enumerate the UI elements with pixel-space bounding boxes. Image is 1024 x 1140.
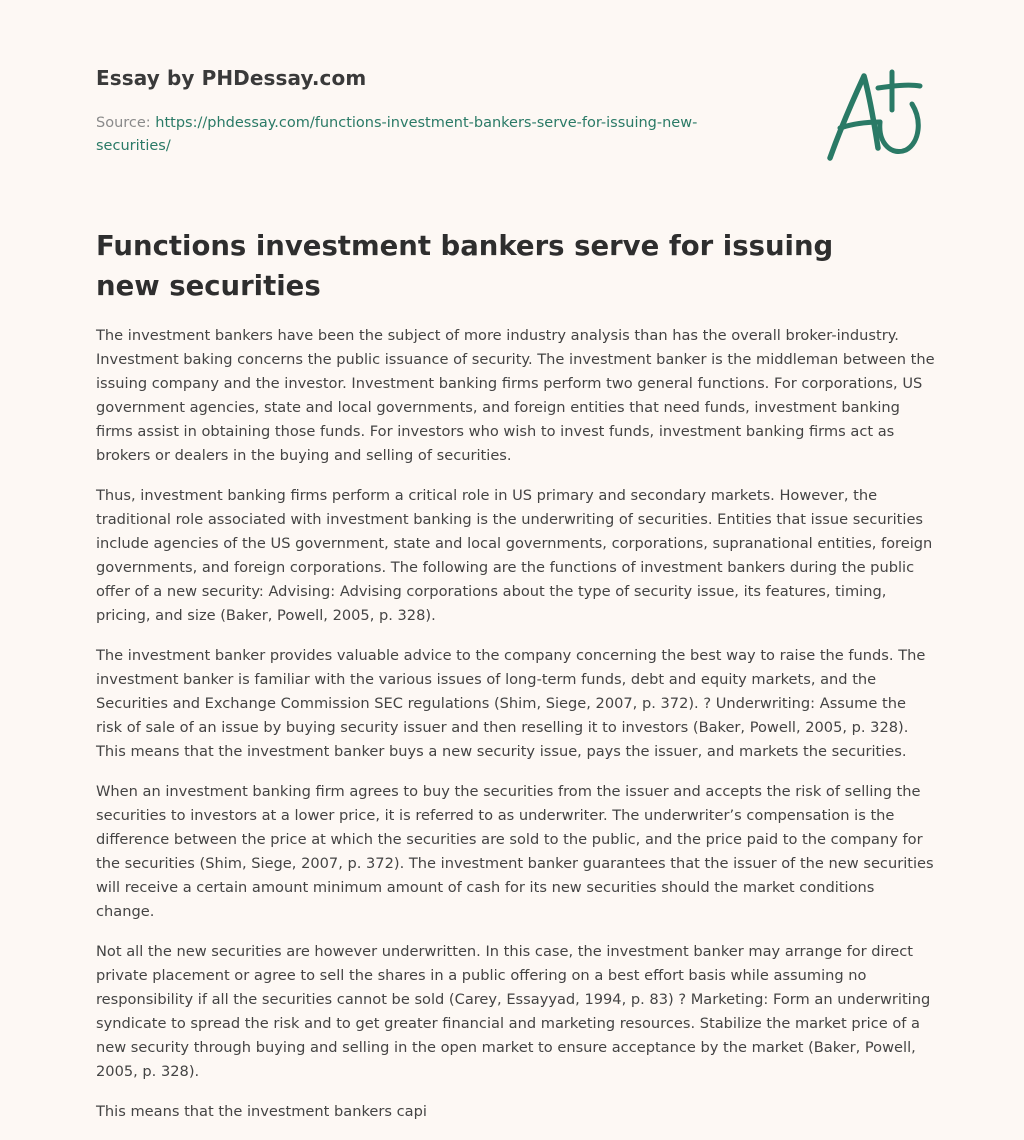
article-paragraph: The investment bankers have been the subject of more industry analysis than has the overall broker-industry. Investment baking concerns the public issuance of security. The investment banker is the middleman between the issuing company and the investor. Investment banking firms perform two general functions. For corporations, US government agencies, state and local governments, and foreign entities that need funds, investment banking firms assist in obtaining those funds. For investors who wish to invest funds, investment banking firms act as brokers or dealers in the buying and selling of securities.	[96, 327, 935, 464]
logo-letter-a-stroke	[830, 76, 878, 158]
a-plus-grade-icon	[822, 64, 930, 168]
article-paragraph: When an investment banking firm agrees to buy the securities from the issuer and accepts the risk of selling the securities to investors at a lower price, it is referred to as underwriter. The underwriter’s compensation is the difference between the price at which the securities are sold to the public, and the price paid to the company for the securities (Shim, Siege, 2007, p. 372). The investment banker guarantees that the issuer of the new securities will receive a certain amount minimum amount of cash for its new securities should the market conditions change.	[96, 783, 934, 920]
article-body	[96, 324, 936, 1140]
article-paragraph: Not all the new securities are however underwritten. In this case, the investment banker may arrange for direct private placement or agree to sell the shares in a public offering on a best effort basis while assuming no responsibility if all the securities cannot be sold (Carey, Essayyad, 1994, p. 83) ? Marketing: Form an underwriting syndicate to spread the risk and to get greater financial and marketing resources. Stabilize the market price of a new security through buying and selling in the open market to ensure acceptance by the market (Baker, Powell, 2005, p. 328).	[96, 943, 931, 1080]
source-link[interactable]: https://phdessay.com/functions-investment-bankers-serve-for-issuing-new-securities/	[96, 115, 698, 154]
article-paragraph: The investment banker provides valuable advice to the company concerning the best way to raise the funds. The investment banker is familiar with the various issues of long-term funds, debt and equity markets, and the Securities and Exchange Commission SEC regulations (Shim, Siege, 2007, p. 372). ? Underwriting: Assume the risk of sale of an issue by buying security issuer and then reselling it to investors (Baker, Powell, 2005, p. 328). This means that the investment banker buys a new security issue, pays the issuer, and markets the securities.	[96, 647, 926, 760]
article-title: Functions investment bankers serve for issuing new securities	[96, 230, 834, 302]
site-brand: Essay by PHDessay.com	[96, 66, 367, 90]
source-line	[96, 112, 736, 158]
article-paragraph: This means that the investment bankers capi	[96, 1103, 427, 1120]
logo-circle-stroke	[880, 104, 918, 152]
source-label: Source:	[96, 115, 151, 131]
logo-plus-horizontal	[878, 85, 920, 88]
article-paragraph: Thus, investment banking firms perform a critical role in US primary and secondary markets. However, the traditional role associated with investment banking is the underwriting of securities. Entities that issue securities include agencies of the US government, state and local governments, corporations, supranational entities, foreign governments, and foreign corporations. The following are the functions of investment bankers during the public offer of a new security: Advising: Advising corporations about the type of security issue, its features, timing, pricing, and size (Baker, Powell, 2005, p. 328).	[96, 487, 933, 624]
